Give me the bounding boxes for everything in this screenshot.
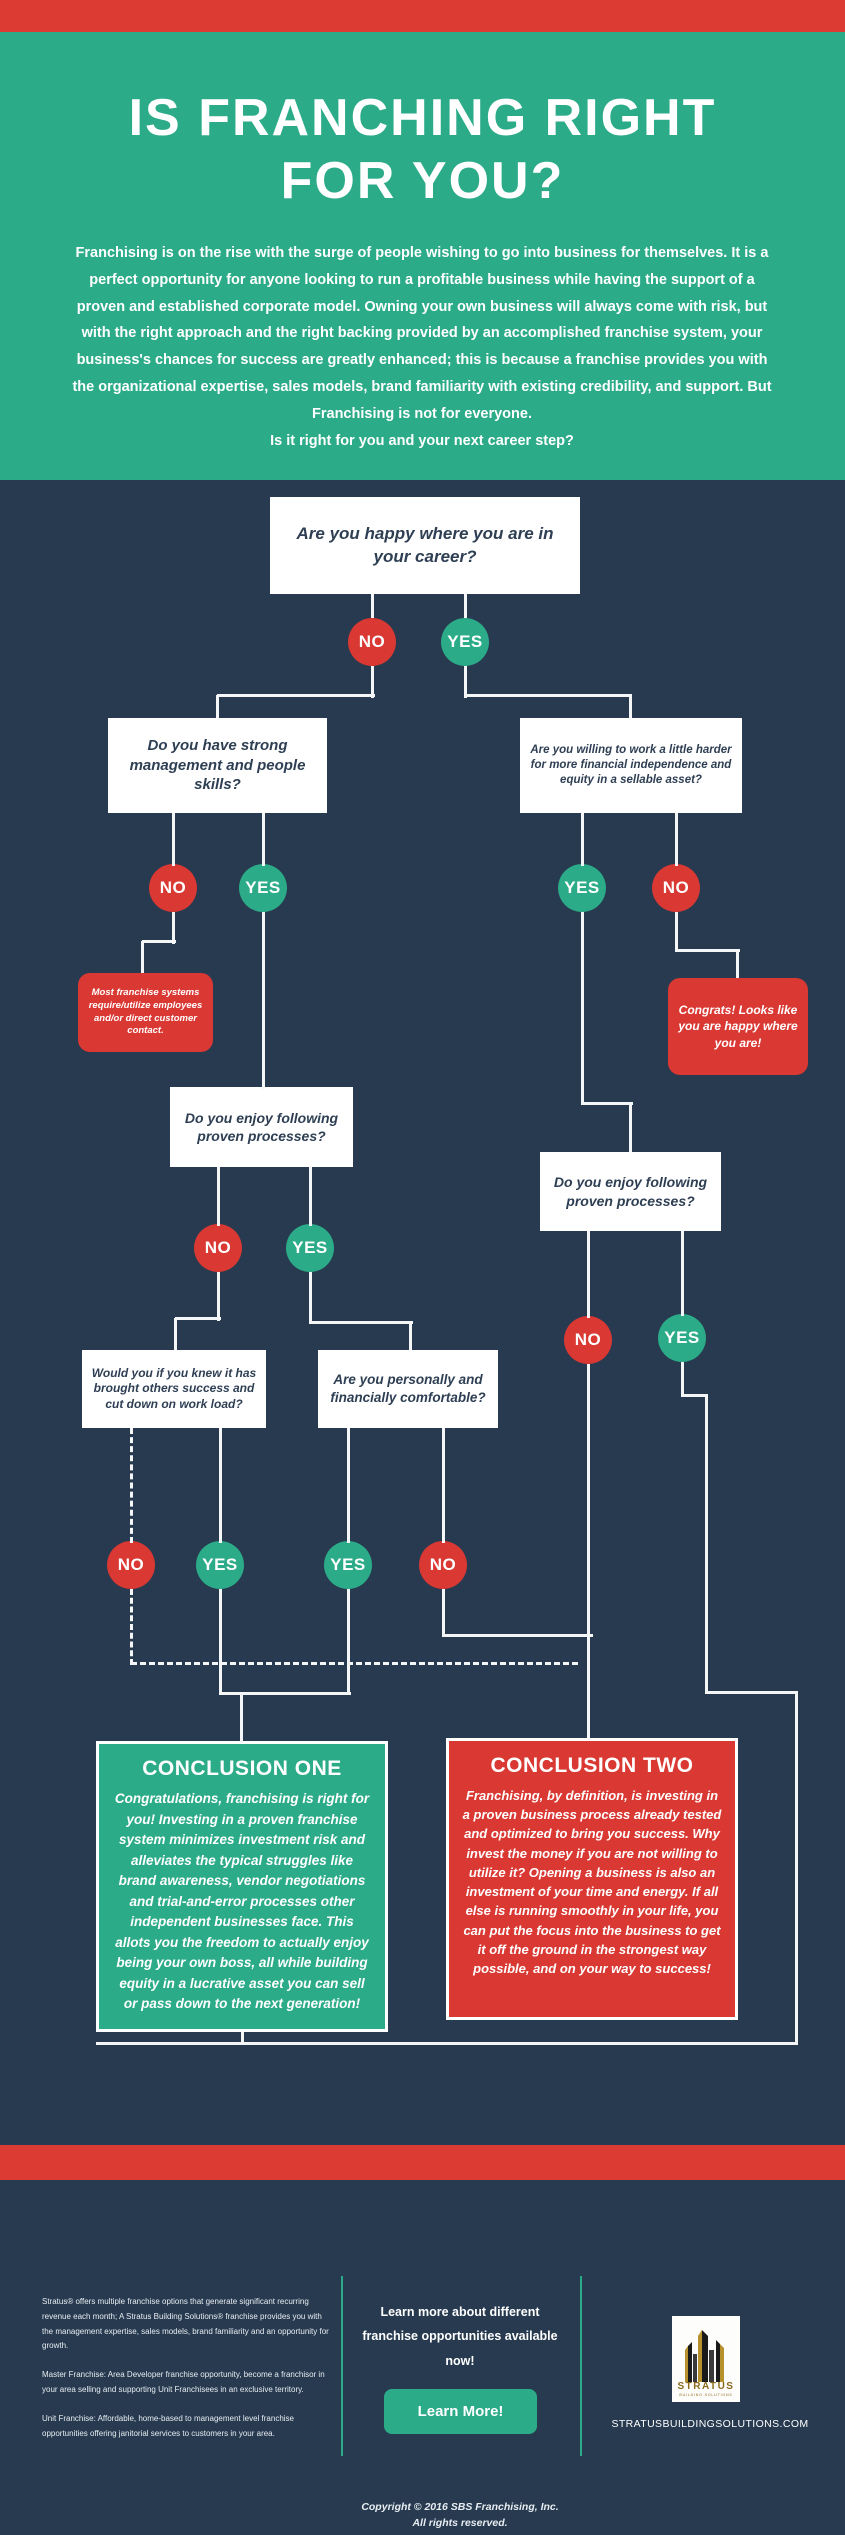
connector-line xyxy=(795,1692,798,2045)
connector-line xyxy=(262,813,265,866)
connector-line-dashed xyxy=(130,1589,133,1665)
connector-line xyxy=(172,813,175,866)
connector-line xyxy=(240,1693,243,1743)
learn-more-button[interactable]: Learn More! xyxy=(384,2389,537,2434)
connector-line xyxy=(96,2042,798,2045)
connector-line xyxy=(217,1167,220,1226)
connector-line xyxy=(581,912,584,1105)
logo-name: STRATUS xyxy=(677,2381,735,2393)
page-title xyxy=(0,87,845,214)
conclusion-two-title: CONCLUSION TWO xyxy=(490,1754,694,1777)
connector-line xyxy=(174,1318,177,1350)
yes-circle-career: YES xyxy=(441,618,489,666)
connector-line xyxy=(141,941,144,973)
connector-line xyxy=(175,1317,221,1320)
footer-unit-paragraph: Unit Franchise: Affordable, home-based to management level franchise opportunities offering janitorial services to customers in your area. xyxy=(42,2413,294,2438)
bottom-accent-bar xyxy=(0,2145,845,2180)
connector-line xyxy=(629,695,632,718)
no-circle-proven-left: NO xyxy=(194,1224,242,1272)
connector-line xyxy=(216,695,219,718)
copyright-line-1: Copyright © 2016 SBS Franchising, Inc. xyxy=(361,2501,559,2513)
connector-line xyxy=(736,950,739,978)
yes-circle-comfortable: YES xyxy=(324,1541,372,1589)
connector-line xyxy=(219,1428,222,1543)
yes-circle-skills: YES xyxy=(239,864,287,912)
logo-subtitle: BUILDING SOLUTIONS xyxy=(679,2393,733,2398)
top-accent-bar xyxy=(0,0,845,32)
intro-question: Is it right for you and your next career step? xyxy=(270,432,574,449)
connector-line xyxy=(219,1589,222,1695)
footer-text-column xyxy=(42,2295,334,2455)
connector-line xyxy=(705,1395,708,1694)
note-employees: Most franchise systems require/utilize employees and/or direct customer contact. xyxy=(78,973,213,1052)
connector-line xyxy=(465,694,632,697)
footer-divider-right xyxy=(580,2276,582,2456)
header-section xyxy=(0,32,845,480)
conclusion-one-title: CONCLUSION ONE xyxy=(142,1757,342,1780)
yes-circle-proven-left: YES xyxy=(286,1224,334,1272)
connector-line xyxy=(581,813,584,866)
conclusion-one-body: Congratulations, franchising is right for you! Investing in a proven franchise system minimizes investment risk and alleviates the typical struggles like brand awareness, vendor negotiations and trial-and-error processes other independent businesses face. This allots you the freedom to actually enjoy being your own boss, all while building equity in a lucrative asset you can sell or pass down to the next generation! xyxy=(114,1791,370,2012)
connector-line xyxy=(681,1231,684,1316)
question-proven-left: Do you enjoy following proven processes? xyxy=(170,1087,353,1167)
connector-line xyxy=(217,694,375,697)
connector-line xyxy=(442,1428,445,1543)
question-career: Are you happy where you are in your career? xyxy=(270,497,580,594)
connector-line xyxy=(706,1691,798,1694)
connector-line xyxy=(443,1634,593,1637)
connector-line xyxy=(309,1167,312,1226)
connector-line-dashed xyxy=(130,1428,133,1543)
connector-line xyxy=(681,1362,684,1397)
connector-line xyxy=(347,1589,350,1695)
connector-line xyxy=(464,594,467,618)
copyright-line-2: All rights reserved. xyxy=(412,2516,508,2529)
question-skills: Do you have strong management and people skills? xyxy=(108,718,327,813)
connector-line xyxy=(142,940,176,943)
connector-line xyxy=(629,1103,632,1152)
question-comfortable: Are you personally and financially comfortable? xyxy=(318,1350,498,1428)
conclusion-two-box xyxy=(446,1738,738,2020)
yes-circle-harder: YES xyxy=(558,864,606,912)
footer-about-paragraph: Stratus® offers multiple franchise options that generate significant recurring revenue each month; A Stratus Building Solutions® franchise provides you with the management expertise, sales models, brand familiarity and an opportunity for growth. xyxy=(42,2297,329,2351)
title-line-2: FOR YOU? xyxy=(280,152,565,211)
connector-line xyxy=(582,1102,633,1105)
intro-paragraph xyxy=(72,240,772,455)
connector-line xyxy=(442,1589,445,1637)
cta-heading: Learn more about different franchise opportunities available now! xyxy=(362,2305,558,2368)
connector-line xyxy=(310,1321,413,1324)
buildings-icon xyxy=(678,2330,734,2382)
connector-line xyxy=(262,912,265,1089)
question-work-harder: Are you willing to work a little harder for more financial independence and equity in a sellable asset? xyxy=(520,718,742,813)
connector-line xyxy=(587,1231,590,1318)
no-circle-career: NO xyxy=(348,618,396,666)
no-circle-proven-right: NO xyxy=(564,1316,612,1364)
connector-line xyxy=(241,2032,244,2045)
title-line-1: IS FRANCHING RIGHT xyxy=(128,89,717,147)
connector-line xyxy=(675,813,678,866)
connector-line xyxy=(676,949,740,952)
website-url: STRATUSBUILDINGSOLUTIONS.COM xyxy=(611,2418,809,2430)
connector-line xyxy=(587,1364,590,1740)
connector-line xyxy=(371,594,374,618)
yes-circle-would: YES xyxy=(196,1541,244,1589)
no-circle-harder: NO xyxy=(652,864,700,912)
footer-master-paragraph: Master Franchise: Area Developer franchise opportunity, become a franchisor in your area selling and supporting Unit Franchisees in an exclusive territory. xyxy=(42,2370,325,2394)
question-proven-right: Do you enjoy following proven processes? xyxy=(540,1152,721,1231)
congrats-box: Congrats! Looks like you are happy where you are! xyxy=(668,978,808,1075)
connector-line xyxy=(347,1428,350,1543)
question-would-you: Would you if you knew it has brought others success and cut down on work load? xyxy=(82,1350,266,1428)
conclusion-one-box xyxy=(96,1741,388,2032)
connector-line xyxy=(409,1322,412,1350)
connector-line xyxy=(309,1272,312,1324)
yes-circle-proven-right: YES xyxy=(658,1314,706,1362)
no-circle-would: NO xyxy=(107,1541,155,1589)
connector-line xyxy=(675,912,678,952)
connector-line-dashed xyxy=(131,1662,578,1665)
stratus-logo xyxy=(672,2316,740,2402)
footer-divider-left xyxy=(341,2276,343,2456)
no-circle-comfortable: NO xyxy=(419,1541,467,1589)
no-circle-skills: NO xyxy=(149,864,197,912)
connector-line xyxy=(217,1272,220,1321)
intro-text: Franchising is on the rise with the surge of people wishing to go into business for themselves. It is a perfect opportunity for anyone looking to run a profitable business while having the support of a proven and established corporate model. Owning your own business will always come with risk, but with the right approach and the right backing provided by an accomplished franchise system, your business's chances for success are greatly enhanced; this is because a franchise provides you with the organizational expertise, sales models, brand familiarity with existing credibility, and support. But Franchising is not for everyone. xyxy=(72,245,772,422)
copyright xyxy=(280,2500,640,2532)
conclusion-two-body: Franchising, by definition, is investing in a proven business process already tested and optimized to bring you success. Why invest the money if you are not willing to utilize it? Opening a business is also an investment of your time and energy. If all else is running smoothly in your life, you can put the focus into the business to get it off the ground in the strongest way possible, and on your way to success! xyxy=(462,1788,722,1977)
